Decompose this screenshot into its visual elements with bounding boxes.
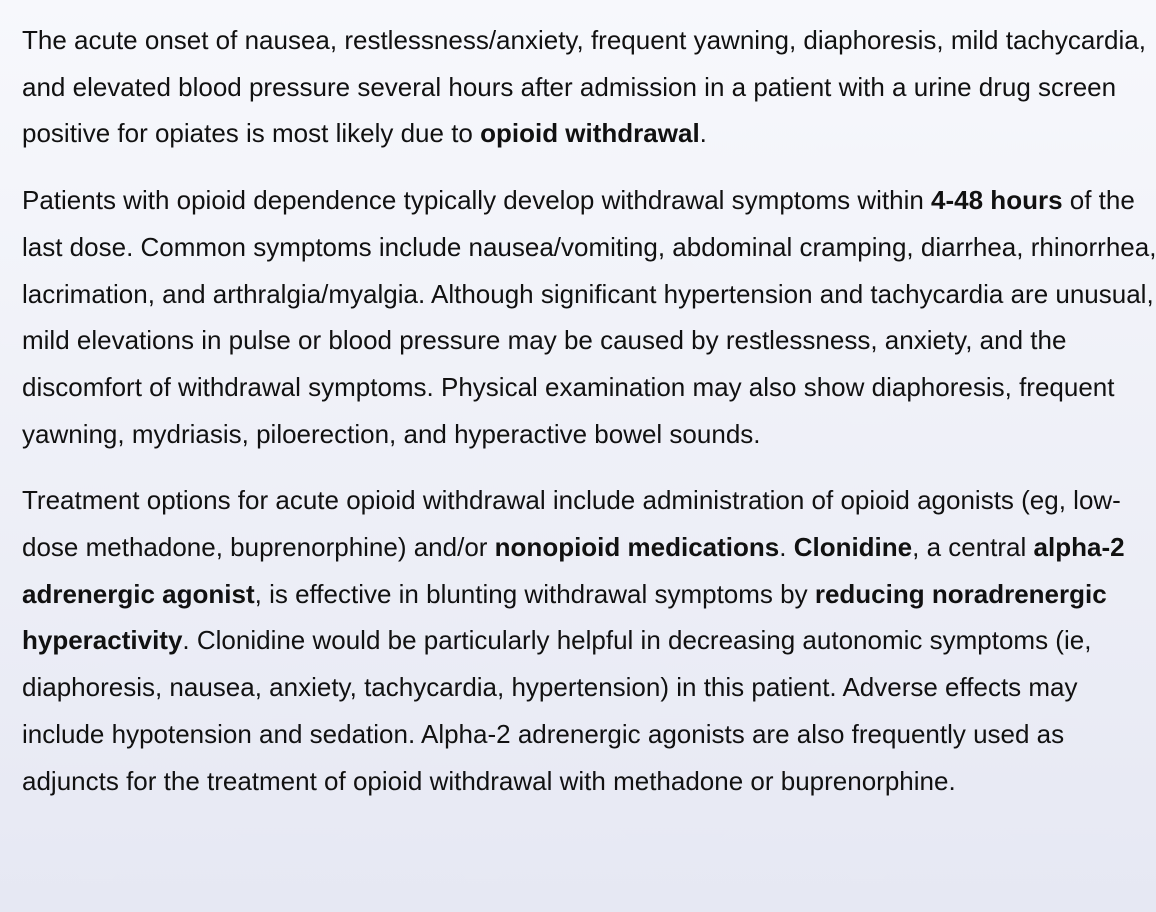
text-run-bold: nonopioid medications xyxy=(494,532,780,563)
paragraph-treatment xyxy=(22,477,1156,804)
text-run: The acute onset of nausea, restlessness/anxiety, frequent yawning, diaphoresis, mild tachycardia, and elevated blood pressure several hours after admission in a patient with a urine drug screen positive for opiates is most likely due to xyxy=(22,25,1146,149)
text-run: Treatment options for acute opioid withdrawal include administration of opioid agonists (eg, low-dose methadone, buprenorphine) and/or xyxy=(22,485,1121,563)
paragraph-diagnosis xyxy=(22,17,1156,157)
text-run: of the last dose. Common symptoms include nausea/vomiting, abdominal cramping, diarrhea, rhinorrhea, lacrimation, and arthralgia/myalgia. Although significant hypertension and tachycardia are unusual, mild elevations in pulse or blood pressure may be caused by restlessness, anxiety, and the discomfort of withdrawal symptoms. Physical examination may also show diaphoresis, frequent yawning, mydriasis, piloerection, and hyperactive bowel sounds. xyxy=(22,185,1156,449)
text-run: , is effective in blunting withdrawal symptoms by xyxy=(254,578,815,609)
text-run-bold: 4-48 hours xyxy=(931,185,1063,216)
text-run: . xyxy=(699,118,707,149)
explanation-text xyxy=(22,17,1156,824)
text-run-bold: reducing noradrenergic hyperactivity xyxy=(22,578,1107,656)
text-run: . Clonidine would be particularly helpful in decreasing autonomic symptoms (ie, diaphoresis, nausea, anxiety, tachycardia, hypertension) in this patient. Adverse effects may include hypotension and sedation. Alpha-2 adrenergic agonists are also frequently used as adjuncts for the treatment of opioid withdrawal with methadone or buprenorphine. xyxy=(22,625,1092,796)
text-run: , a central xyxy=(912,532,1034,563)
text-run: Patients with opioid dependence typically develop withdrawal symptoms within xyxy=(22,185,932,216)
text-run-bold: opioid withdrawal xyxy=(480,118,700,149)
text-run-bold: Clonidine xyxy=(793,532,913,563)
text-run: . xyxy=(779,532,794,563)
paragraph-symptoms xyxy=(22,177,1156,457)
text-run-bold: alpha-2 adrenergic agonist xyxy=(22,532,1125,609)
